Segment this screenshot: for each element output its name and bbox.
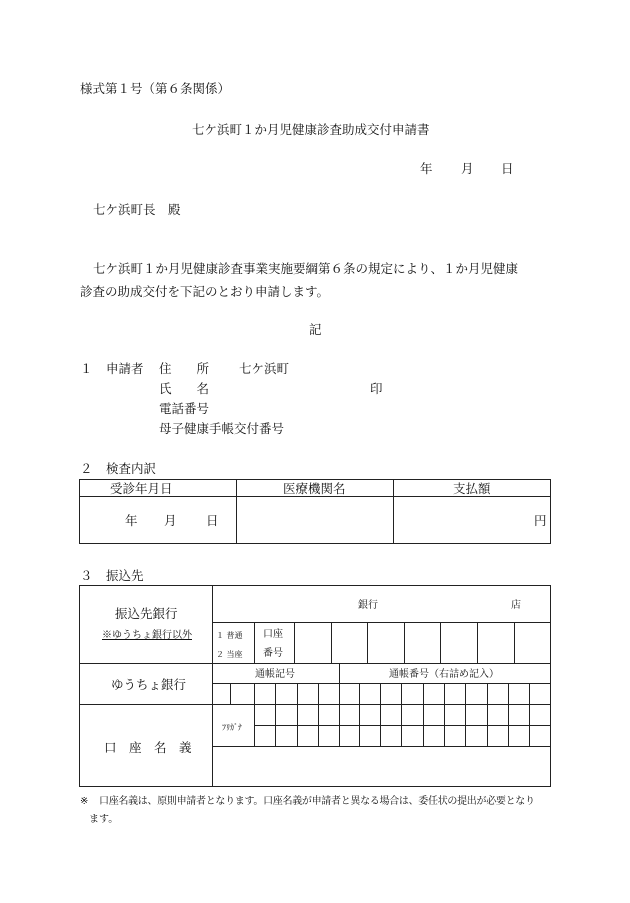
exam-year: 年 (125, 513, 138, 528)
passbook-number-label: 通帳番号（右詰め記入） (389, 669, 499, 680)
form-number: 様式第１号（第６条関係） (80, 81, 231, 96)
branch-unit: 店 (511, 600, 521, 611)
section1-number: １ (80, 361, 93, 376)
bank-unit: 銀行 (358, 600, 378, 611)
header-exam-date: 受診年月日 (110, 481, 173, 496)
account-type-current: ２ 当座 (216, 650, 243, 659)
handbook-number-label: 母子健康手帳交付番号 (159, 421, 285, 436)
ki-heading: 記 (309, 322, 322, 337)
date-year: 年 (420, 161, 433, 176)
date-month: 月 (461, 161, 474, 176)
phone-label: 電話番号 (159, 401, 210, 416)
furigana-label: ﾌﾘｶﾞﾅ (222, 723, 242, 732)
section2-number: ２ (80, 461, 93, 476)
exam-day: 日 (206, 513, 219, 528)
bank-label: 振込先銀行 (115, 606, 178, 621)
body-text-line1: 七ケ浜町１か月児健康診査事業実施要綱第６条の規定により、１か月児健康 (93, 261, 519, 276)
yucho-label: ゆうちょ銀行 (111, 677, 187, 692)
address-value: 七ケ浜町 (239, 361, 290, 376)
date-day: 日 (501, 161, 514, 176)
footnote-line1: 口座名義は、原則申請者となります。口座名義が申請者と異なる場合は、委任状の提出が必要となり (99, 796, 535, 807)
payment-yen: 円 (534, 513, 547, 528)
section3-label: 振込先 (106, 568, 144, 583)
exam-month: 月 (164, 513, 177, 528)
account-type-ordinary: １ 普通 (216, 631, 243, 640)
header-payment: 支払額 (453, 481, 491, 496)
footnote-mark: ※ (80, 796, 89, 807)
account-number-label2: 番号 (263, 648, 283, 659)
account-number-label1: 口座 (263, 629, 283, 640)
section2-label: 検査内訳 (106, 461, 157, 476)
addressee: 七ケ浜町長 殿 (93, 202, 181, 217)
header-medical-institution: 医療機関名 (283, 481, 346, 496)
bank-note: ※ゆうちょ銀行以外 (102, 630, 192, 641)
body-text-line2: 診査の助成交付を下記のとおり申請します。 (80, 284, 330, 299)
address-label: 住 所 (159, 361, 210, 376)
seal-mark: 印 (370, 381, 383, 396)
account-holder-label: 口 座 名 義 (104, 740, 192, 755)
footnote-line2: ます。 (89, 814, 119, 825)
name-label: 氏 名 (159, 381, 210, 396)
form-title: 七ケ浜町１か月児健康診査助成交付申請書 (192, 122, 430, 137)
section1-label: 申請者 (106, 361, 144, 376)
passbook-symbol-label: 通帳記号 (255, 669, 295, 680)
section3-number: ３ (80, 568, 93, 583)
